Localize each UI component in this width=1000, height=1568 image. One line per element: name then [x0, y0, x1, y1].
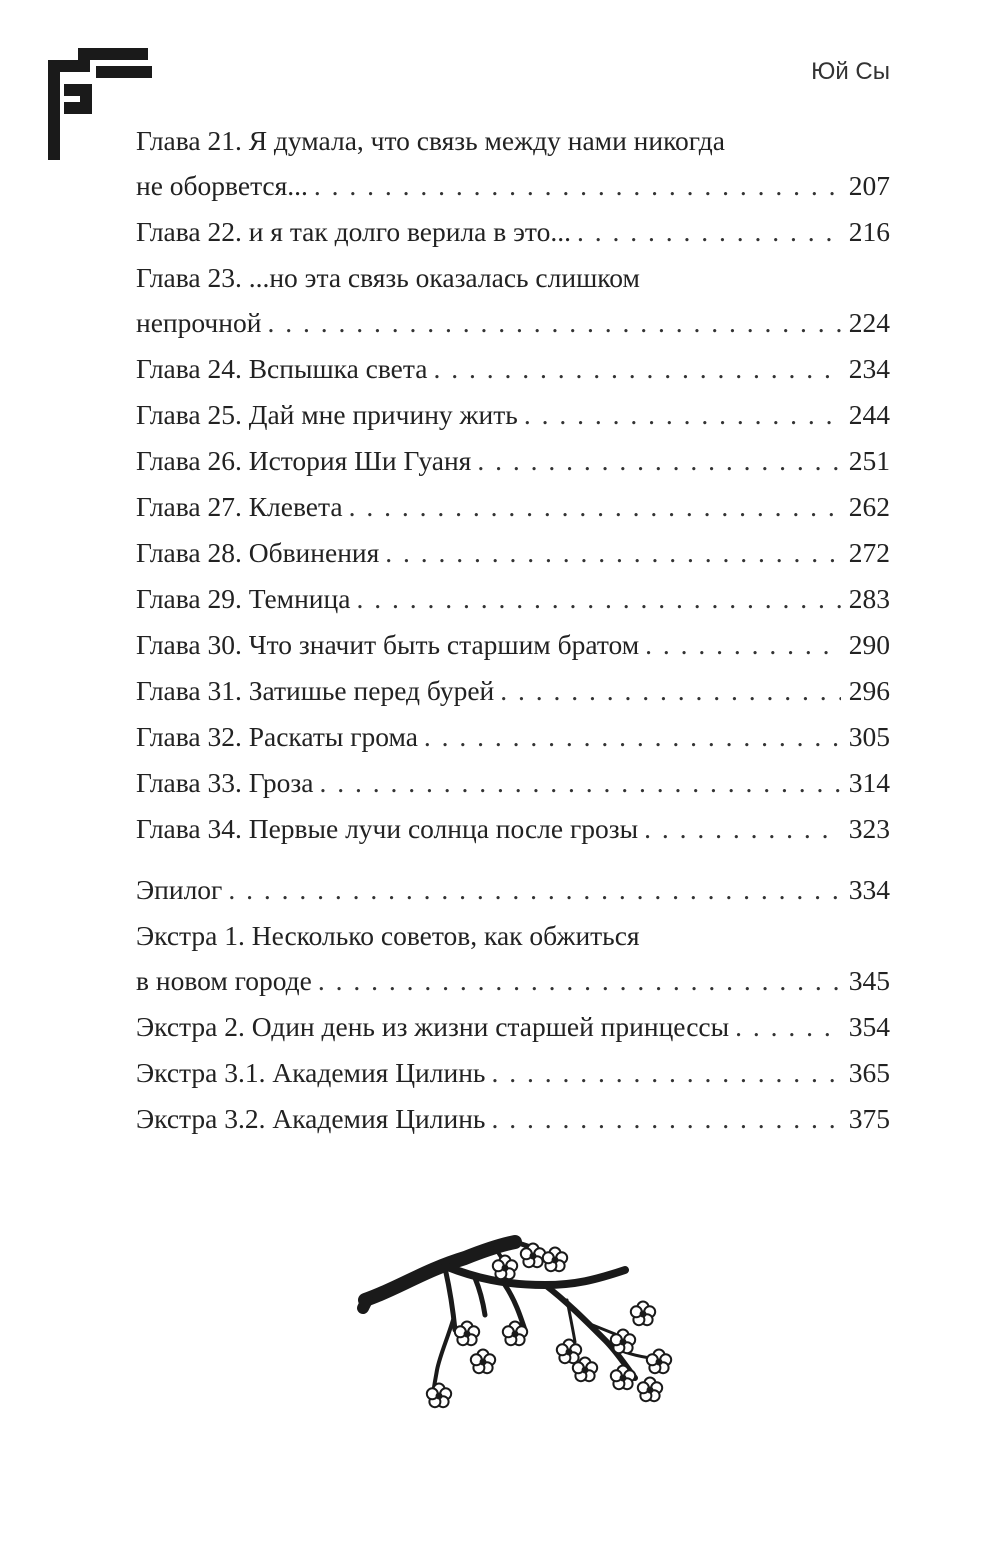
toc-entry-title-continued: не оборвется... — [136, 170, 308, 201]
toc-page-number: 354 — [848, 1011, 890, 1042]
dot-leader — [524, 392, 841, 437]
toc-entry-chapter-28[interactable] — [136, 530, 890, 575]
toc-page-number: 375 — [848, 1103, 890, 1134]
toc-entry-title: Глава 21. Я думала, что связь между нами никогда — [136, 125, 725, 156]
toc-entry-chapter-34[interactable] — [136, 806, 890, 851]
toc-page-number: 345 — [848, 965, 890, 996]
toc-entry-chapter-24[interactable] — [136, 346, 890, 391]
toc-page-number: 334 — [848, 874, 890, 905]
toc-entry-title: Глава 22. и я так долго верила в это... — [136, 216, 571, 247]
toc-entry-title: Эпилог — [136, 874, 223, 905]
toc-entry-title: Глава 30. Что значит быть старшим братом — [136, 629, 640, 660]
toc-entry-title: Глава 27. Клевета — [136, 491, 343, 522]
toc-entry-extra-3-2[interactable] — [136, 1096, 890, 1141]
dot-leader — [356, 576, 840, 621]
toc-page-number: 305 — [848, 721, 890, 752]
toc-page-number: 314 — [848, 767, 890, 798]
toc-page-number: 290 — [848, 629, 890, 660]
toc-entry-title: Глава 24. Вспышка света — [136, 353, 428, 384]
toc-page-number: 216 — [848, 216, 890, 247]
dot-leader — [228, 867, 840, 912]
toc-page-number: 283 — [848, 583, 890, 614]
toc-page-number: 234 — [848, 353, 890, 384]
dot-leader — [433, 346, 840, 391]
dot-leader — [349, 484, 841, 529]
toc-entry-title: Глава 29. Темница — [136, 583, 351, 614]
toc-entry-title: Экстра 3.1. Академия Цилинь — [136, 1057, 486, 1088]
cherry-blossom-branch-icon — [355, 1230, 675, 1420]
toc-page-number: 251 — [848, 445, 890, 476]
table-of-contents — [136, 118, 890, 1142]
toc-entry-chapter-27[interactable] — [136, 484, 890, 529]
dot-leader — [491, 1096, 840, 1141]
toc-entry-chapter-23[interactable] — [136, 255, 890, 345]
dot-leader — [477, 438, 840, 483]
dot-leader — [500, 668, 840, 713]
toc-entry-chapter-32[interactable] — [136, 714, 890, 759]
toc-entry-chapter-22[interactable] — [136, 209, 890, 254]
toc-entry-title: Экстра 2. Один день из жизни старшей принцессы — [136, 1011, 730, 1042]
toc-entry-chapter-31[interactable] — [136, 668, 890, 713]
toc-entry-epilogue[interactable] — [136, 867, 890, 912]
dot-leader — [319, 760, 840, 805]
toc-entry-title-continued: непрочной — [136, 307, 262, 338]
dot-leader — [267, 300, 840, 345]
toc-entry-title: Глава 31. Затишье перед бурей — [136, 675, 495, 706]
dot-leader — [645, 622, 841, 667]
toc-entry-extra-1[interactable] — [136, 913, 890, 1003]
dot-leader — [385, 530, 840, 575]
dot-leader — [314, 163, 841, 208]
dot-leader — [318, 958, 841, 1003]
toc-page-number: 272 — [848, 537, 890, 568]
toc-page-number: 262 — [848, 491, 890, 522]
toc-entry-extra-2[interactable] — [136, 1004, 890, 1049]
toc-entry-title: Глава 26. История Ши Гуаня — [136, 445, 472, 476]
toc-entry-title: Глава 33. Гроза — [136, 767, 314, 798]
toc-entry-title-continued: в новом городе — [136, 965, 312, 996]
toc-entry-title: Глава 25. Дай мне причину жить — [136, 399, 518, 430]
toc-page-number: 323 — [848, 813, 890, 844]
toc-page-number: 244 — [848, 399, 890, 430]
dot-leader — [644, 806, 841, 851]
dot-leader — [735, 1004, 841, 1049]
toc-entry-chapter-30[interactable] — [136, 622, 890, 667]
toc-page-number: 365 — [848, 1057, 890, 1088]
toc-entry-chapter-26[interactable] — [136, 438, 890, 483]
toc-entry-chapter-25[interactable] — [136, 392, 890, 437]
dot-leader — [424, 714, 841, 759]
toc-entry-title: Экстра 1. Несколько советов, как обжиться — [136, 920, 640, 951]
dot-leader — [491, 1050, 840, 1095]
toc-entry-chapter-21[interactable] — [136, 118, 890, 208]
toc-entry-title: Глава 34. Первые лучи солнца после грозы — [136, 813, 639, 844]
dot-leader — [577, 209, 841, 254]
toc-page-number: 296 — [848, 675, 890, 706]
toc-entry-title: Глава 28. Обвинения — [136, 537, 380, 568]
toc-entry-title: Экстра 3.2. Академия Цилинь — [136, 1103, 486, 1134]
toc-page-number: 224 — [848, 307, 890, 338]
toc-entry-chapter-33[interactable] — [136, 760, 890, 805]
toc-entry-title: Глава 23. ...но эта связь оказалась слишком — [136, 262, 640, 293]
toc-page-number: 207 — [848, 170, 890, 201]
running-header-title: Юй Сы — [811, 58, 890, 85]
toc-entry-title: Глава 32. Раскаты грома — [136, 721, 418, 752]
toc-entry-extra-3-1[interactable] — [136, 1050, 890, 1095]
toc-entry-chapter-29[interactable] — [136, 576, 890, 621]
